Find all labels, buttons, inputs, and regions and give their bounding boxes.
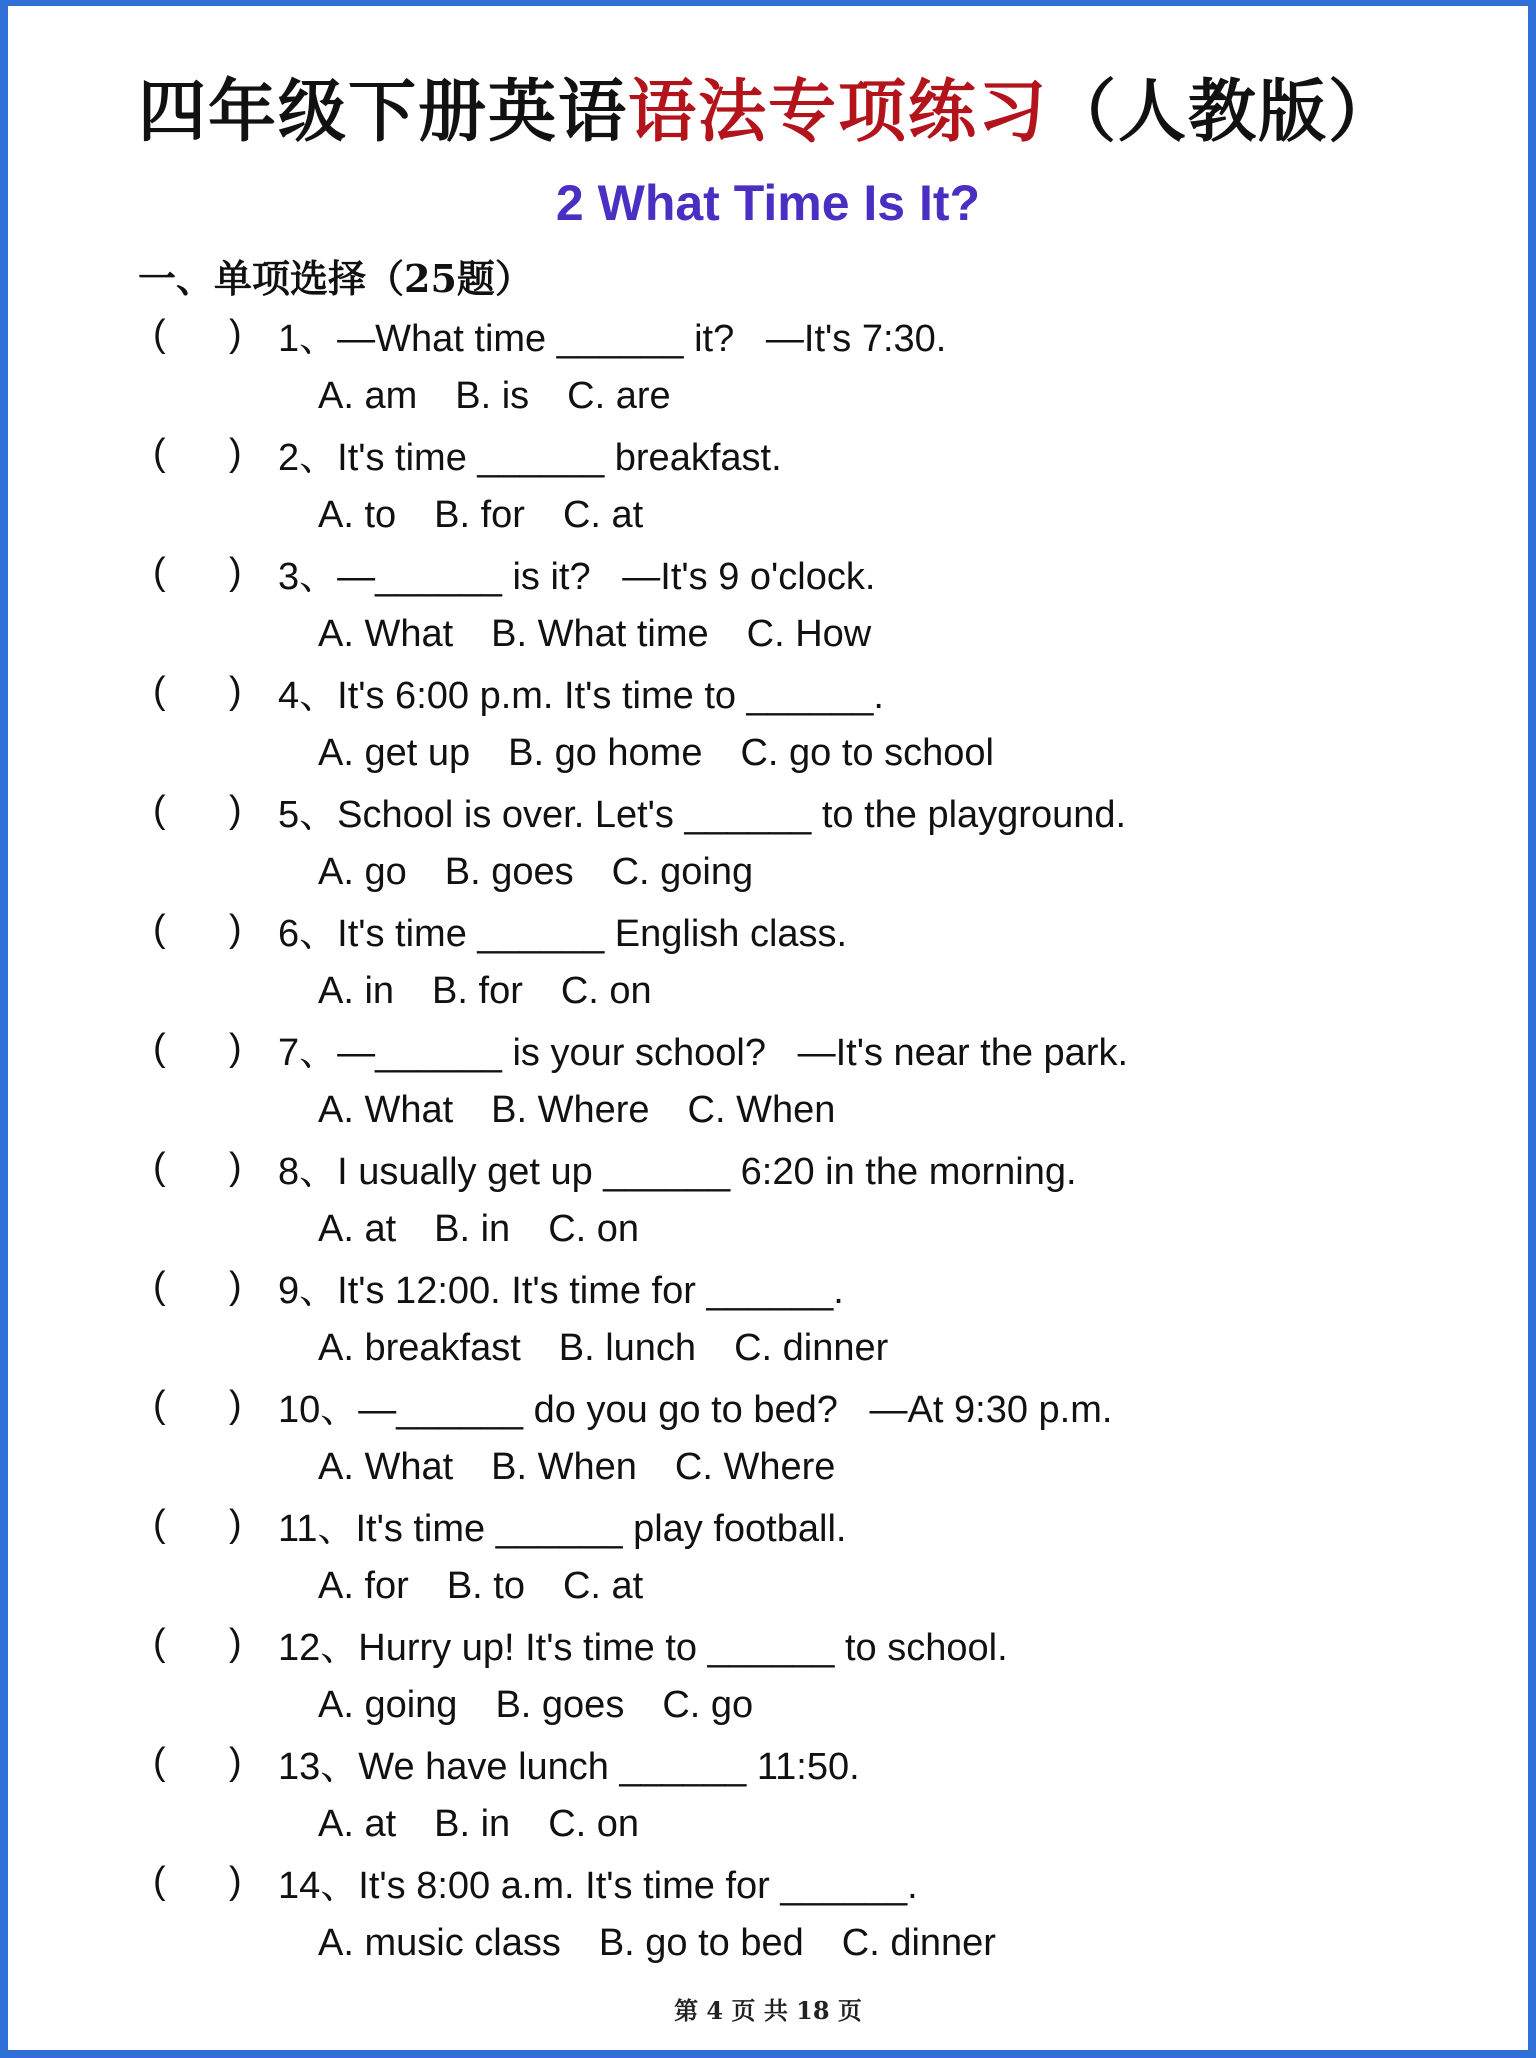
- answer-options: [318, 1320, 926, 1376]
- section-label: 一、单项选择（25题）: [138, 256, 533, 301]
- answer-option: C. on: [548, 1802, 640, 1845]
- question-line: [153, 1020, 1128, 1076]
- question-item: [8, 1496, 1528, 1615]
- question-text: 13、We have lunch ______ 11:50.: [278, 1745, 860, 1788]
- answer-option: C. at: [562, 1564, 644, 1607]
- answer-blank-paren: ( ): [153, 1383, 242, 1426]
- answer-option: B. in: [434, 1802, 511, 1845]
- answer-blank-paren: ( ): [153, 1740, 242, 1783]
- answer-option: A. music class: [318, 1921, 561, 1964]
- question-item: [8, 1020, 1528, 1139]
- question-text: 4、It's 6:00 p.m. It's time to ______.: [278, 674, 884, 717]
- title-edition: （人教版）: [1048, 73, 1399, 152]
- answer-option: A. What: [318, 612, 454, 655]
- question-line: [153, 1258, 844, 1314]
- answer-blank-paren: ( ): [153, 1026, 242, 1069]
- question-line: [153, 1496, 846, 1552]
- question-text: 3、—______ is it? —It's 9 o'clock.: [278, 555, 876, 598]
- answer-option: C. go: [662, 1683, 754, 1726]
- answer-blank-paren: ( ): [153, 431, 242, 474]
- answer-option: B. for: [432, 969, 523, 1012]
- question-text: 2、It's time ______ breakfast.: [278, 436, 782, 479]
- answer-option: B. What time: [491, 612, 709, 655]
- answer-option: B. lunch: [558, 1326, 697, 1369]
- question-line: [153, 1734, 860, 1790]
- answer-options: [318, 606, 909, 662]
- answer-blank-paren: ( ): [153, 312, 242, 355]
- question-line: [153, 1615, 1008, 1671]
- answer-options: [318, 1082, 873, 1138]
- answer-option: C. at: [562, 493, 644, 536]
- answer-blank-paren: ( ): [153, 1145, 242, 1188]
- answer-option: A. What: [318, 1088, 454, 1131]
- question-item: [8, 901, 1528, 1020]
- answer-option: A. go: [318, 850, 407, 893]
- question-text: 11、It's time ______ play football.: [278, 1507, 847, 1550]
- answer-option: B. Where: [491, 1088, 650, 1131]
- answer-options: [318, 487, 681, 543]
- answer-option: A. going: [318, 1683, 458, 1726]
- question-item: [8, 1734, 1528, 1853]
- answer-option: A. for: [318, 1564, 409, 1607]
- answer-option: C. on: [548, 1207, 640, 1250]
- question-item: [8, 1377, 1528, 1496]
- answer-options: [318, 1201, 677, 1257]
- answer-options: [318, 1677, 791, 1733]
- question-line: [153, 782, 1126, 838]
- answer-blank-paren: ( ): [153, 1859, 242, 1902]
- question-line: [153, 306, 946, 362]
- answer-option: B. go home: [508, 731, 703, 774]
- answer-option: C. going: [611, 850, 754, 893]
- title-black-part: 四年级下册英语: [137, 73, 628, 152]
- answer-options: [318, 1796, 677, 1852]
- question-text: 9、It's 12:00. It's time for ______.: [278, 1269, 844, 1312]
- answer-option: A. breakfast: [318, 1326, 521, 1369]
- question-item: [8, 663, 1528, 782]
- answer-blank-paren: ( ): [153, 1264, 242, 1307]
- answer-option: C. How: [746, 612, 872, 655]
- question-text: 6、It's time ______ English class.: [278, 912, 848, 955]
- answer-option: C. dinner: [734, 1326, 889, 1369]
- question-line: [153, 901, 847, 957]
- question-line: [153, 1377, 1112, 1433]
- answer-option: B. in: [434, 1207, 511, 1250]
- answer-options: [318, 1558, 681, 1614]
- question-line: [153, 1139, 1077, 1195]
- answer-option: A. at: [318, 1207, 397, 1250]
- question-list: [8, 306, 1528, 1972]
- answer-option: A. to: [318, 493, 397, 536]
- question-item: [8, 306, 1528, 425]
- answer-options: [318, 368, 709, 424]
- answer-options: [318, 963, 690, 1019]
- question-text: 14、It's 8:00 a.m. It's time for ______.: [278, 1864, 918, 1907]
- answer-blank-paren: ( ): [153, 669, 242, 712]
- answer-options: [318, 844, 791, 900]
- answer-blank-paren: ( ): [153, 550, 242, 593]
- question-item: [8, 544, 1528, 663]
- answer-option: C. dinner: [841, 1921, 996, 1964]
- answer-option: B. go to bed: [598, 1921, 804, 1964]
- question-item: [8, 1258, 1528, 1377]
- answer-option: A. in: [318, 969, 395, 1012]
- answer-option: B. When: [491, 1445, 637, 1488]
- answer-option: B. for: [434, 493, 525, 536]
- question-item: [8, 425, 1528, 544]
- answer-option: B. goes: [444, 850, 574, 893]
- answer-option: B. goes: [495, 1683, 625, 1726]
- unit-subtitle: 2 What Time Is It?: [555, 175, 981, 231]
- answer-blank-paren: ( ): [153, 1621, 242, 1664]
- question-line: [153, 425, 782, 481]
- answer-option: C. When: [687, 1088, 836, 1131]
- answer-options: [318, 1439, 873, 1495]
- answer-option: A. am: [318, 374, 418, 417]
- answer-option: C. go to school: [740, 731, 994, 774]
- question-line: [153, 544, 875, 600]
- answer-options: [318, 725, 1032, 781]
- answer-option: B. to: [446, 1564, 525, 1607]
- question-text: 8、I usually get up ______ 6:20 in the morning.: [278, 1150, 1077, 1193]
- answer-blank-paren: ( ): [153, 907, 242, 950]
- question-item: [8, 1139, 1528, 1258]
- answer-option: C. Where: [674, 1445, 836, 1488]
- answer-blank-paren: ( ): [153, 788, 242, 831]
- question-text: 5、School is over. Let's ______ to the playground.: [278, 793, 1127, 836]
- question-text: 12、Hurry up! It's time to ______ to school.: [278, 1626, 1008, 1669]
- answer-option: C. are: [567, 374, 671, 417]
- question-line: [153, 663, 884, 719]
- question-line: [153, 1853, 918, 1909]
- answer-option: B. is: [455, 374, 530, 417]
- answer-option: C. on: [560, 969, 652, 1012]
- question-text: 7、—______ is your school? —It's near the park.: [278, 1031, 1129, 1074]
- answer-option: A. get up: [318, 731, 471, 774]
- question-item: [8, 782, 1528, 901]
- page-title: [8, 58, 1528, 155]
- answer-blank-paren: ( ): [153, 1502, 242, 1545]
- answer-option: A. What: [318, 1445, 454, 1488]
- question-text: 10、—______ do you go to bed? —At 9:30 p.m.: [278, 1388, 1113, 1431]
- question-text: 1、—What time ______ it? —It's 7:30.: [278, 317, 947, 360]
- title-red-part: 语法专项练习: [627, 73, 1048, 152]
- answer-options: [318, 1915, 1034, 1971]
- worksheet-page: [8, 6, 1528, 2050]
- question-item: [8, 1615, 1528, 1734]
- question-item: [8, 1853, 1528, 1972]
- page-footer: 第 4 页 共 18 页: [674, 1996, 862, 2025]
- answer-option: A. at: [318, 1802, 397, 1845]
